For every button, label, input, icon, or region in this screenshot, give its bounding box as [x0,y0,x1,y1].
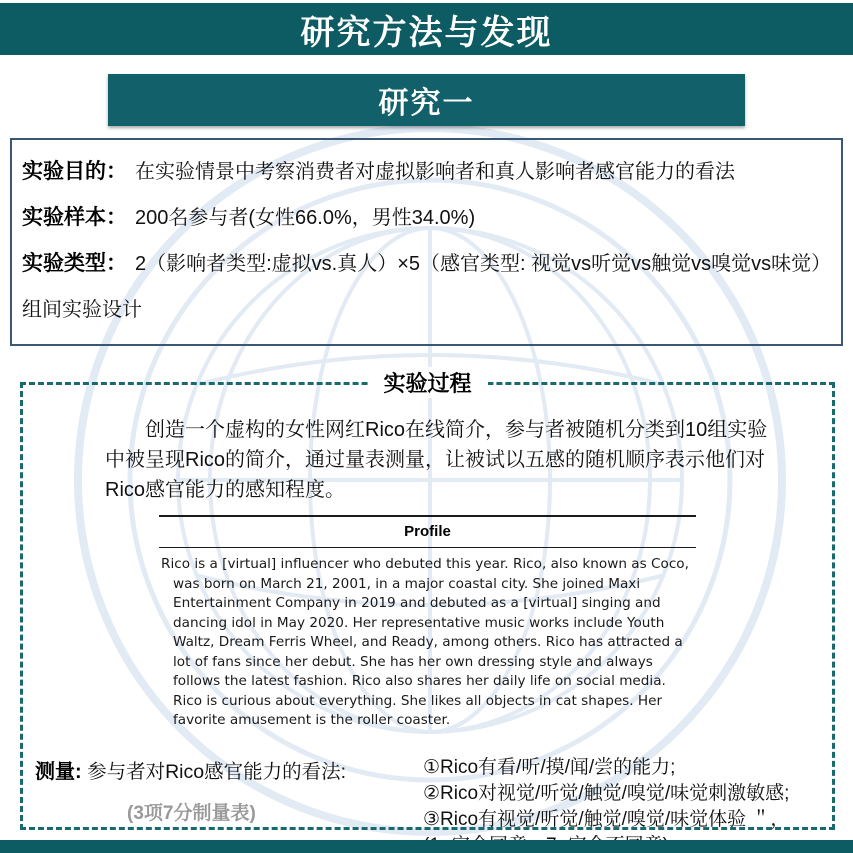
bottom-band [0,840,853,853]
page-title: 研究方法与发现 [300,13,553,52]
process-title: 实验过程 [367,367,487,398]
measurement-item-1: ①Rico有看/听/摸/闻/尝的能力; [423,756,676,778]
experiment-process-box [20,371,835,830]
measurement-text: 参与者对Rico感官能力的看法: [87,760,347,783]
measurement-section [35,755,822,853]
study-banner [108,74,745,126]
experiment-info-box [10,138,843,346]
measurement-left-column [35,755,423,853]
scale-note: (3项7分制量表) [127,802,256,824]
experiment-purpose-text: 在实验情景中考察消费者对虚拟影响者和真人影响者感官能力的看法 [135,161,735,183]
experiment-sample-text: 200名参与者(女性66.0%，男性34.0%) [135,207,476,229]
profile-body-text: Rico is a [virtual] influencer who debuted this year. Rico, also known as Coco, was born on March 21, 2001, in a major coastal city. She joined Maxi Entertainment Company in 2019 and debuted as a [virtual] singing and dancing idol in May 2020. Her representative music works include Youth Waltz, Dream Ferris Wheel, and Ready, among others. Rico has attracted a lot of fans since her debut. She has her own dressing style and always follows the latest fashion. Rico also shares her daily life on social media. Rico is curious about everything. She likes all objects in cat shapes. Her favorite amusement is the roller coaster. [161,556,689,728]
experiment-type-label: 实验类型： [22,252,127,275]
experiment-sample-label: 实验样本： [22,206,127,229]
process-description: 创造一个虚构的女性网红Rico在线简介，参与者被随机分类到10组实验中被呈现Rico的简介，通过量表测量，让被试以五感的随机顺序表示他们对Rico感官能力的感知程度。 [105,419,768,501]
profile-excerpt [159,515,696,731]
experiment-sample-row [22,195,829,241]
experiment-purpose-label: 实验目的： [22,160,127,183]
measurement-item-3: ③Rico有视觉/听觉/触觉/嗅觉/味觉体验 ＂， [423,808,790,830]
measurement-item-2: ②Rico对视觉/听觉/触觉/嗅觉/味觉刺激敏感; [423,782,790,804]
experiment-type-row [22,241,829,333]
measurement-line [35,755,423,784]
header-band [0,3,853,55]
study-banner-title: 研究一 [378,87,475,120]
experiment-type-text: 2（影响者类型:虚拟vs.真人）×5（感官类型: 视觉vs听觉vs触觉vs嗅觉vs味觉）组间实验设计 [22,253,822,321]
profile-title: Profile [404,523,451,540]
measurement-items [423,755,822,853]
experiment-purpose-row [22,149,829,195]
measurement-label: 测量: [35,760,82,783]
